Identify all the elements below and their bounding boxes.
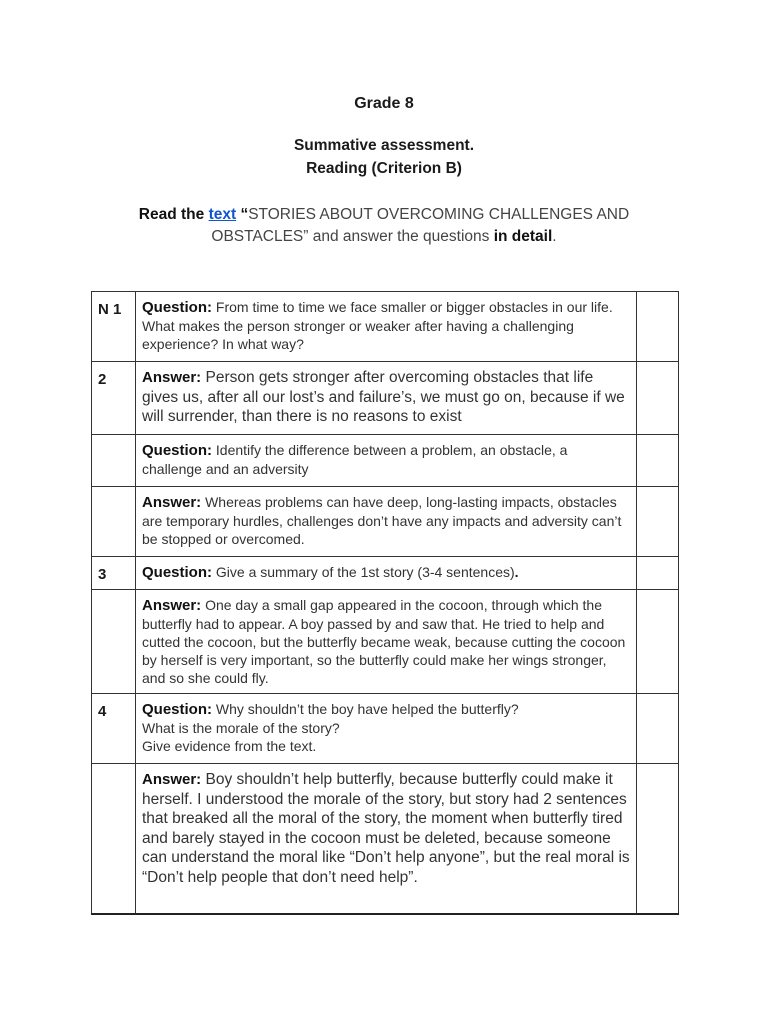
answer-cell[interactable] bbox=[136, 764, 637, 914]
score-cell[interactable] bbox=[637, 487, 679, 557]
instruction-open-quote: “ bbox=[240, 206, 249, 223]
answer-label: Answer: bbox=[142, 597, 202, 614]
answer-label: Answer: bbox=[142, 369, 202, 386]
row-number: 4 bbox=[92, 694, 136, 764]
table-row bbox=[92, 292, 679, 362]
question-label: Question: bbox=[142, 701, 212, 718]
instruction-prefix: Read the bbox=[138, 206, 205, 223]
question-label: Question: bbox=[142, 564, 212, 581]
table-row bbox=[92, 487, 679, 557]
answer-cell[interactable] bbox=[136, 487, 637, 557]
question-cell[interactable] bbox=[136, 694, 637, 764]
text-link[interactable]: text bbox=[208, 206, 237, 223]
qa-table bbox=[91, 291, 679, 915]
row-number: N 1 bbox=[92, 292, 136, 362]
row-number: 2 bbox=[92, 362, 136, 435]
question-line: Why shouldn’t the boy have helped the butterfly? bbox=[215, 701, 519, 717]
score-cell[interactable] bbox=[637, 435, 679, 487]
answer-text: Whereas problems can have deep, long-lasting impacts, obstacles are temporary hurdles, challenges don’t have any impacts and adversity can’t be stopped or overcomed. bbox=[142, 494, 622, 547]
instruction-end: . bbox=[552, 228, 557, 245]
question-label: Question: bbox=[142, 442, 212, 459]
table-row bbox=[92, 764, 679, 914]
question-tail: . bbox=[514, 564, 519, 580]
answer-text: Person gets stronger after overcoming obstacles that life gives us, after all our lost’s and failure’s, we must go on, because if we will surrender, than there is no reasons to exist bbox=[142, 369, 625, 425]
score-cell[interactable] bbox=[637, 764, 679, 914]
answer-label: Answer: bbox=[142, 494, 202, 511]
question-text: Identify the difference between a problem, an obstacle, a challenge and an adversity bbox=[142, 442, 568, 477]
story-title: STORIES ABOUT OVERCOMING CHALLENGES AND OBSTACLES” and answer the questions bbox=[211, 206, 630, 245]
answer-cell[interactable] bbox=[136, 590, 637, 694]
answer-text: Boy shouldn’t help butterfly, because butterfly could make it herself. I understood the morale of the story, but story had 2 sentences that breaked all the moral of the story, the moment when butterfly tired and barely stayed in the cocoon must be deleted, because someone can understand the moral like “Don’t help anyone”, but the real moral is “Don’t help people that don’t need help”. bbox=[142, 771, 630, 886]
table-row bbox=[92, 590, 679, 694]
question-text: From time to time we face smaller or bigger obstacles in our life. What makes the person stronger or weaker after having a challenging experience? In what way? bbox=[142, 299, 613, 352]
answer-label: Answer: bbox=[142, 771, 202, 788]
instruction-emphasis: in detail bbox=[493, 228, 553, 245]
instruction bbox=[100, 204, 668, 248]
question-text: Give a summary of the 1st story (3-4 sentences) bbox=[215, 564, 515, 580]
question-line: What is the morale of the story? bbox=[142, 720, 340, 736]
question-cell[interactable] bbox=[136, 292, 637, 362]
score-cell[interactable] bbox=[637, 362, 679, 435]
question-line: Give evidence from the text. bbox=[142, 738, 317, 754]
answer-cell[interactable] bbox=[136, 362, 637, 435]
row-number bbox=[92, 435, 136, 487]
row-number bbox=[92, 764, 136, 914]
assessment-title: Summative assessment. bbox=[293, 137, 475, 154]
question-cell[interactable] bbox=[136, 435, 637, 487]
row-number bbox=[92, 487, 136, 557]
criterion-title: Reading (Criterion B) bbox=[306, 160, 462, 177]
score-cell[interactable] bbox=[637, 292, 679, 362]
table-row bbox=[92, 362, 679, 435]
score-cell[interactable] bbox=[637, 694, 679, 764]
grade-title: Grade 8 bbox=[354, 95, 414, 112]
row-number bbox=[92, 590, 136, 694]
table-row bbox=[92, 694, 679, 764]
score-cell[interactable] bbox=[637, 590, 679, 694]
score-cell[interactable] bbox=[637, 557, 679, 590]
row-number: 3 bbox=[92, 557, 136, 590]
answer-text: One day a small gap appeared in the cocoon, through which the butterfly had to appear. A boy passed by and saw that. He tried to help and cutted the cocoon, but the butterfly became weak, because cutting the cocoon by herself is very important, so the butterfly could make her wings stronger, and so she could fly. bbox=[142, 597, 626, 686]
question-cell[interactable] bbox=[136, 557, 637, 590]
table-row bbox=[92, 435, 679, 487]
question-label: Question: bbox=[142, 299, 212, 316]
table-row bbox=[92, 557, 679, 590]
